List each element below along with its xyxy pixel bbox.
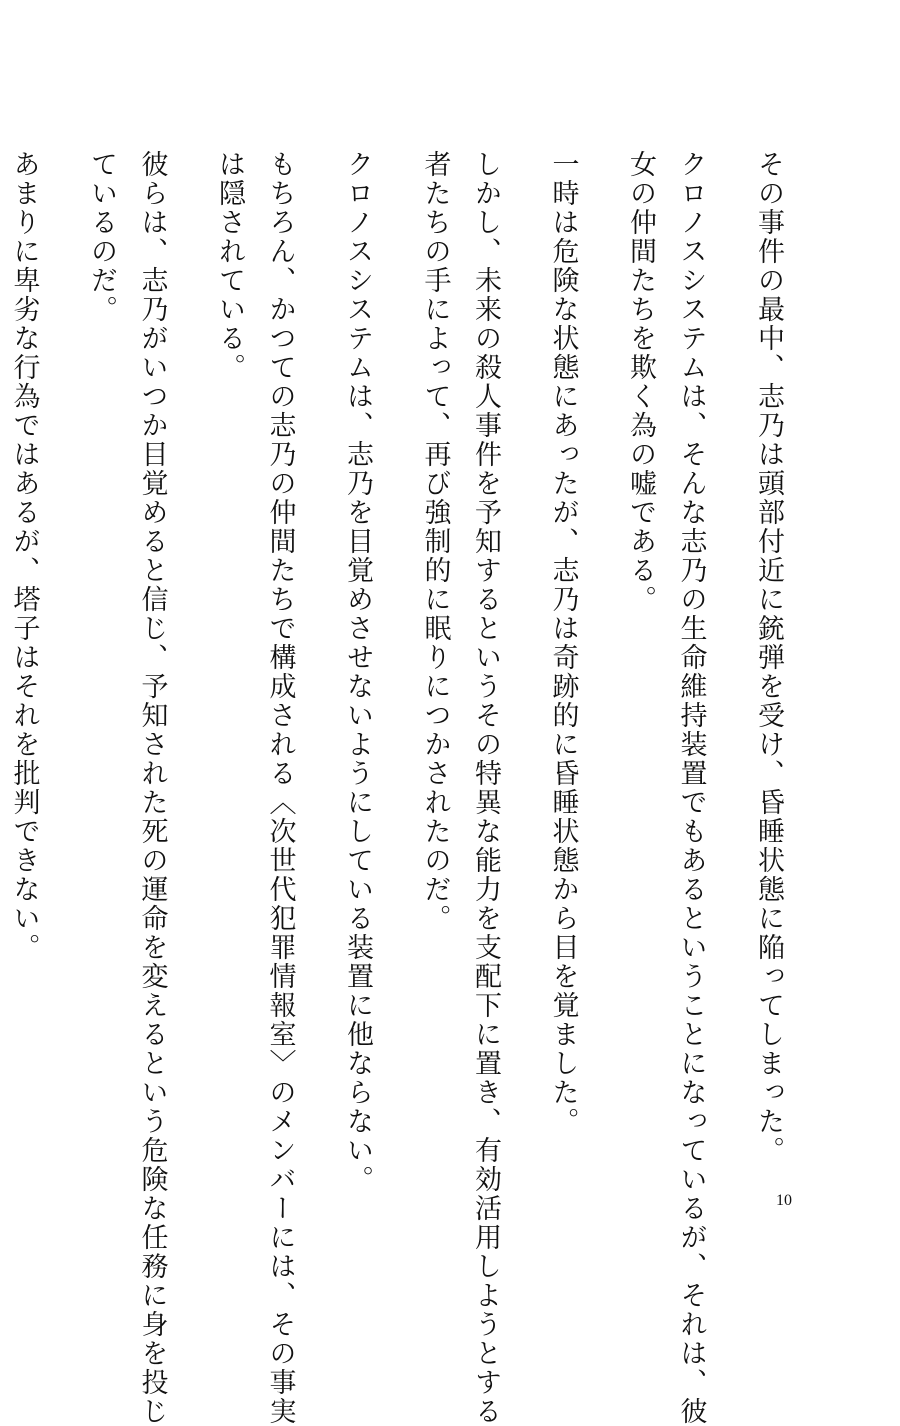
text-line: もちろん、かつての志乃の仲間たちで構成される〈次世代犯罪情報室〉のメンバーには、その事実 <box>264 150 296 1426</box>
text-line: 女の仲間たちを欺く為の嘘である。 <box>625 150 656 614</box>
text-line: は隠されている。 <box>214 150 245 382</box>
text-line: 彼らは、志乃がいつか目覚めると信じ、予知された死の運命を変えるという危険な任務に身を投じ <box>136 150 168 1426</box>
text-line: その事件の最中、志乃は頭部付近に銃弾を受け、昏睡状態に陥ってしまった。 <box>753 150 784 1165</box>
text-line: クロノスシステムは、志乃を目覚めさせないようにしている装置に他ならない。 <box>342 150 373 1194</box>
text-line: あまりに卑劣な行為ではあるが、塔子はそれを批判できない。 <box>8 150 40 962</box>
text-line: ているのだ。 <box>86 150 117 324</box>
text-line: しかし、未来の殺人事件を予知するというその特異な能力を支配下に置き、有効活用しようとする <box>470 150 501 1426</box>
text-line: 者たちの手によって、再び強制的に眠りにつかされたのだ。 <box>419 150 451 933</box>
text-line: クロノスシステムは、そんな志乃の生命維持装置でもあるということになっているが、それは、彼 <box>675 150 707 1426</box>
text-line: 一時は危険な状態にあったが、志乃は奇跡的に昏睡状態から目を覚ました。 <box>547 150 579 1136</box>
page-number: 10 <box>776 1192 792 1209</box>
